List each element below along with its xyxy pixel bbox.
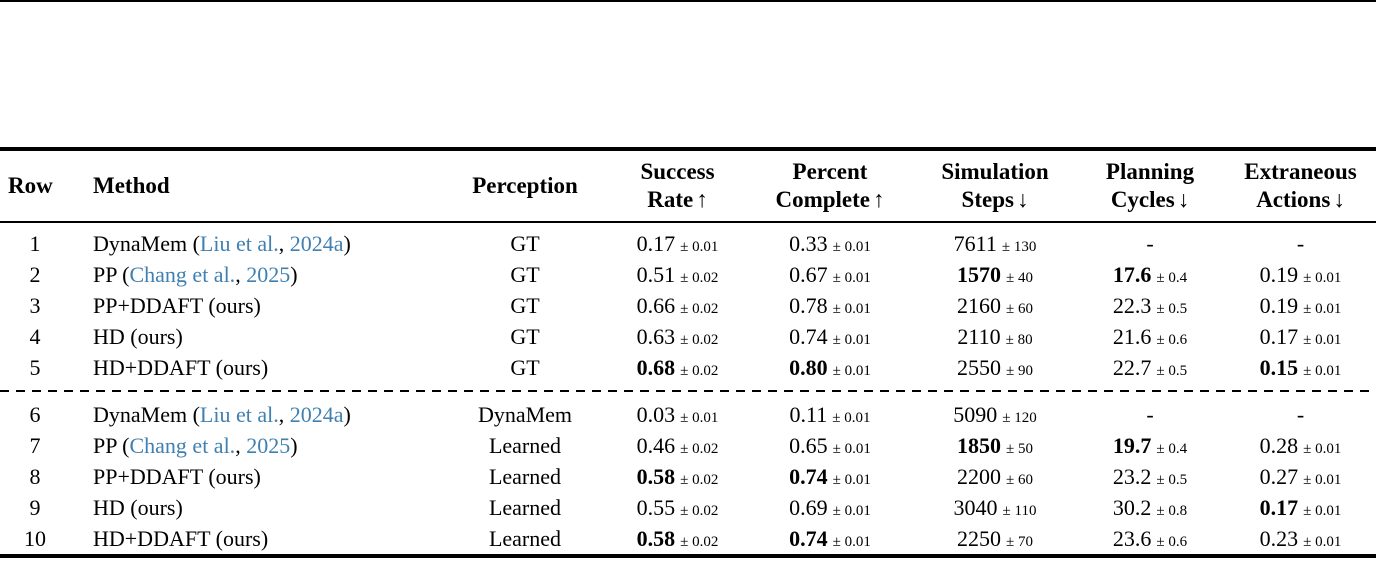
metric-uncertainty: ± 90: [1006, 362, 1033, 379]
method-text: ): [343, 401, 351, 427]
metric-uncertainty: ± 40: [1006, 269, 1033, 286]
metric-cell-percent_complete: [745, 399, 915, 430]
metric-cell-simulation_steps: [915, 321, 1075, 352]
metric-cell-extraneous_actions: [1225, 321, 1376, 352]
metric-cell-planning_cycles: [1075, 259, 1225, 290]
metric-value: 17.6: [1112, 261, 1152, 287]
metric-uncertainty: ± 0.02: [680, 471, 719, 488]
metric-cell-planning_cycles: [1075, 399, 1225, 430]
metric-cell-planning_cycles: [1075, 222, 1225, 259]
method-cell: [70, 523, 440, 556]
perception-cell: GT: [510, 354, 540, 380]
method-text: PP (: [93, 261, 130, 287]
row-number: 6: [29, 401, 41, 427]
method-cell: [70, 222, 440, 259]
metric-cell-simulation_steps: [915, 399, 1075, 430]
metric-value: 0.74: [789, 463, 828, 489]
metric-cell-planning_cycles: [1075, 290, 1225, 321]
citation-link[interactable]: 2025: [246, 261, 291, 287]
column-header-planning-cycles: [1075, 149, 1225, 222]
metric-uncertainty: ± 0.4: [1156, 269, 1188, 286]
metric-uncertainty: ± 0.01: [832, 300, 871, 317]
metric-value: 0.11: [789, 401, 828, 427]
metric-uncertainty: ± 0.4: [1156, 440, 1188, 457]
metric-uncertainty: ± 0.01: [1303, 300, 1342, 317]
metric-uncertainty: ± 0.02: [680, 269, 719, 286]
table-row: [0, 222, 1376, 259]
metric-value: 7611: [953, 230, 997, 256]
page-top-rule: [0, 0, 1376, 2]
table-row: [0, 430, 1376, 461]
header-text: Rate: [647, 187, 694, 212]
metric-value: 0.67: [789, 261, 828, 287]
metric-value: 22.3: [1112, 292, 1152, 318]
perception-cell: GT: [510, 261, 540, 287]
method-cell: [70, 321, 440, 352]
method-cell: [70, 399, 440, 430]
metric-cell-success_rate: [610, 461, 745, 492]
metric-value: -: [1146, 230, 1154, 256]
metric-cell-extraneous_actions: [1225, 461, 1376, 492]
method-text: PP+DDAFT (ours): [93, 463, 261, 489]
table-row: [0, 290, 1376, 321]
header-line: [610, 186, 745, 214]
arrow-up-icon: ↑: [873, 187, 885, 212]
metric-uncertainty: ± 0.02: [680, 300, 719, 317]
header-text: Steps: [961, 187, 1014, 212]
metric-uncertainty: ± 0.02: [680, 440, 719, 457]
metric-cell-percent_complete: [745, 321, 915, 352]
metric-uncertainty: ± 130: [1001, 238, 1037, 255]
perception-cell: DynaMem: [477, 401, 573, 427]
metric-cell-extraneous_actions: [1225, 399, 1376, 430]
metric-uncertainty: ± 60: [1006, 471, 1033, 488]
metric-cell-simulation_steps: [915, 523, 1075, 556]
metric-cell-planning_cycles: [1075, 523, 1225, 556]
metric-value: 0.51: [636, 261, 676, 287]
metric-uncertainty: ± 0.01: [832, 471, 871, 488]
method-cell: [70, 492, 440, 523]
method-text: PP+DDAFT (ours): [93, 292, 261, 318]
metric-uncertainty: ± 0.01: [832, 238, 871, 255]
metric-uncertainty: ± 0.01: [1303, 362, 1342, 379]
metric-uncertainty: ± 0.5: [1156, 300, 1188, 317]
metric-value: 0.17: [1259, 323, 1299, 349]
metric-cell-simulation_steps: [915, 430, 1075, 461]
metric-uncertainty: ± 0.01: [832, 409, 871, 426]
row-number: 10: [24, 525, 46, 551]
arrow-down-icon: ↓: [1177, 187, 1190, 212]
metric-cell-planning_cycles: [1075, 321, 1225, 352]
header-line: Success: [640, 159, 715, 185]
table-row: [0, 492, 1376, 523]
metric-uncertainty: ± 0.01: [832, 269, 871, 286]
header-text: Actions: [1256, 187, 1331, 212]
metric-value: 0.65: [789, 432, 828, 458]
method-text: ): [290, 432, 298, 458]
metric-cell-planning_cycles: [1075, 461, 1225, 492]
metric-cell-success_rate: [610, 290, 745, 321]
metric-cell-extraneous_actions: [1225, 492, 1376, 523]
citation-link[interactable]: Liu et al.: [199, 230, 279, 256]
arrow-down-icon: ↓: [1016, 187, 1029, 212]
metric-cell-percent_complete: [745, 523, 915, 556]
metric-value: 0.63: [636, 323, 676, 349]
method-text: DynaMem (: [93, 230, 200, 256]
metric-uncertainty: ± 0.6: [1156, 331, 1188, 348]
metric-uncertainty: ± 0.01: [832, 440, 871, 457]
metric-value: 0.58: [636, 525, 676, 551]
metric-value: 2550: [957, 354, 1001, 380]
perception-cell: GT: [510, 292, 540, 318]
dashed-rule: [0, 383, 1376, 399]
metric-cell-extraneous_actions: [1225, 290, 1376, 321]
metric-value: 1850: [957, 432, 1001, 458]
method-text: DynaMem (: [93, 401, 200, 427]
method-text: HD (ours): [93, 494, 183, 520]
method-text: HD+DDAFT (ours): [93, 525, 269, 551]
metric-value: 23.2: [1112, 463, 1152, 489]
metric-uncertainty: ± 0.01: [1303, 269, 1342, 286]
metric-uncertainty: ± 80: [1005, 331, 1033, 348]
metric-uncertainty: ± 70: [1006, 533, 1033, 550]
method-text: ,: [278, 401, 290, 427]
perception-cell: GT: [510, 323, 540, 349]
metric-cell-success_rate: [610, 430, 745, 461]
metric-cell-simulation_steps: [915, 461, 1075, 492]
metric-value: 5090: [953, 401, 998, 427]
perception-cell: Learned: [488, 525, 562, 551]
method-text: HD (ours): [93, 323, 183, 349]
metric-cell-simulation_steps: [915, 222, 1075, 259]
metric-cell-extraneous_actions: [1225, 430, 1376, 461]
metric-value: 0.33: [789, 230, 828, 256]
column-header-perception: Perception: [472, 173, 578, 199]
metric-value: -: [1296, 230, 1305, 256]
table-row: [0, 399, 1376, 430]
metric-cell-extraneous_actions: [1225, 259, 1376, 290]
metric-value: 0.74: [789, 525, 828, 551]
metric-value: 0.69: [789, 494, 828, 520]
metric-cell-percent_complete: [745, 222, 915, 259]
citation-link[interactable]: Chang et al.: [129, 432, 236, 458]
metric-uncertainty: ± 0.01: [832, 331, 871, 348]
metric-uncertainty: ± 0.5: [1156, 362, 1188, 379]
metric-uncertainty: ± 0.02: [680, 362, 719, 379]
metric-value: 0.58: [636, 463, 676, 489]
metric-cell-percent_complete: [745, 352, 915, 383]
metric-cell-percent_complete: [745, 492, 915, 523]
metric-uncertainty: ± 0.02: [680, 502, 719, 519]
metric-value: 1570: [957, 261, 1001, 287]
metric-value: 23.6: [1112, 525, 1152, 551]
metric-cell-planning_cycles: [1075, 352, 1225, 383]
metric-value: 30.2: [1112, 494, 1152, 520]
row-number: 1: [29, 230, 41, 256]
header-line: [1225, 186, 1376, 214]
row-number: 7: [29, 432, 41, 458]
method-cell: [70, 290, 440, 321]
column-header-success-rate: [610, 149, 745, 222]
metric-value: 0.27: [1259, 463, 1299, 489]
metric-cell-success_rate: [610, 321, 745, 352]
metric-value: 0.66: [636, 292, 676, 318]
method-text: ,: [235, 261, 247, 287]
metric-cell-percent_complete: [745, 290, 915, 321]
table-row: [0, 461, 1376, 492]
results-table: [0, 147, 1376, 558]
metric-value: 19.7: [1112, 432, 1152, 458]
metric-cell-success_rate: [610, 399, 745, 430]
metric-uncertainty: ± 0.01: [1303, 440, 1342, 457]
citation-link[interactable]: 2024a: [289, 230, 344, 256]
metric-cell-simulation_steps: [915, 290, 1075, 321]
row-number: 8: [29, 463, 41, 489]
metric-value: 0.15: [1259, 354, 1299, 380]
metric-value: -: [1296, 401, 1305, 427]
metric-value: 0.17: [1259, 494, 1299, 520]
method-cell: [70, 461, 440, 492]
metric-cell-success_rate: [610, 492, 745, 523]
metric-uncertainty: ± 0.01: [832, 502, 871, 519]
metric-uncertainty: ± 50: [1006, 440, 1033, 457]
metric-cell-simulation_steps: [915, 352, 1075, 383]
header-line: Planning: [1105, 159, 1195, 185]
metric-value: 2160: [957, 292, 1001, 318]
metric-cell-planning_cycles: [1075, 492, 1225, 523]
table-body: [0, 222, 1376, 556]
header-line: [745, 186, 915, 214]
metric-value: 0.55: [636, 494, 676, 520]
method-cell: [70, 352, 440, 383]
table-row: [0, 523, 1376, 556]
method-text: ): [290, 261, 298, 287]
column-header-method: Method: [93, 173, 170, 199]
column-header-row: Row: [8, 173, 53, 199]
metric-uncertainty: ± 120: [1002, 409, 1037, 426]
results-table-container: [0, 147, 1376, 558]
citation-link[interactable]: Chang et al.: [129, 261, 236, 287]
row-number: 9: [29, 494, 41, 520]
perception-cell: GT: [510, 230, 540, 256]
metric-uncertainty: ± 0.01: [1303, 533, 1342, 550]
row-number: 3: [29, 292, 41, 318]
metric-value: 0.19: [1259, 261, 1299, 287]
metric-cell-success_rate: [610, 222, 745, 259]
metric-value: 0.19: [1259, 292, 1299, 318]
header-text: Complete: [775, 187, 871, 212]
row-number: 2: [29, 261, 41, 287]
metric-cell-success_rate: [610, 523, 745, 556]
metric-value: 0.17: [636, 230, 676, 256]
column-header-extraneous-actions: [1225, 149, 1376, 222]
metric-cell-percent_complete: [745, 430, 915, 461]
metric-uncertainty: ± 0.01: [1303, 471, 1342, 488]
header-text: Cycles: [1110, 187, 1175, 212]
metric-cell-simulation_steps: [915, 492, 1075, 523]
metric-value: 0.78: [789, 292, 828, 318]
perception-cell: Learned: [488, 494, 562, 520]
metric-value: 3040: [953, 494, 998, 520]
metric-value: 2250: [957, 525, 1001, 551]
metric-uncertainty: ± 0.6: [1156, 533, 1188, 550]
citation-link[interactable]: 2025: [246, 432, 291, 458]
metric-cell-extraneous_actions: [1225, 352, 1376, 383]
header-line: [915, 186, 1075, 214]
table-row: [0, 259, 1376, 290]
metric-uncertainty: ± 0.01: [680, 409, 719, 426]
header-line: Simulation: [941, 159, 1049, 185]
metric-value: -: [1146, 401, 1154, 427]
method-text: ,: [278, 230, 290, 256]
column-header-percent-complete: [745, 149, 915, 222]
metric-value: 0.46: [636, 432, 676, 458]
method-cell: [70, 259, 440, 290]
metric-uncertainty: ± 0.8: [1156, 502, 1188, 519]
metric-uncertainty: ± 60: [1006, 300, 1033, 317]
table-header: [0, 149, 1376, 222]
metric-cell-planning_cycles: [1075, 430, 1225, 461]
metric-uncertainty: ± 0.01: [1303, 331, 1342, 348]
method-cell: [70, 430, 440, 461]
dashed-separator: [0, 383, 1376, 399]
metric-uncertainty: ± 0.01: [832, 533, 871, 550]
citation-link[interactable]: 2024a: [289, 401, 344, 427]
metric-value: 0.28: [1259, 432, 1299, 458]
table-row: [0, 321, 1376, 352]
header-line: Extraneous: [1244, 159, 1357, 185]
column-header-simulation-steps: [915, 149, 1075, 222]
perception-cell: Learned: [488, 432, 562, 458]
method-text: PP (: [93, 432, 130, 458]
metric-uncertainty: ± 0.01: [1303, 502, 1342, 519]
metric-value: 0.23: [1259, 525, 1299, 551]
metric-cell-percent_complete: [745, 461, 915, 492]
perception-cell: Learned: [488, 463, 562, 489]
metric-cell-percent_complete: [745, 259, 915, 290]
header-row: [0, 149, 1376, 222]
method-text: HD+DDAFT (ours): [93, 354, 269, 380]
metric-uncertainty: ± 0.02: [680, 331, 719, 348]
metric-value: 0.68: [636, 354, 676, 380]
row-number: 4: [29, 323, 41, 349]
metric-value: 22.7: [1112, 354, 1152, 380]
header-line: [1075, 186, 1225, 214]
metric-uncertainty: ± 110: [1002, 502, 1037, 519]
metric-value: 2110: [957, 323, 1001, 349]
arrow-down-icon: ↓: [1333, 187, 1345, 212]
metric-cell-extraneous_actions: [1225, 523, 1376, 556]
metric-cell-success_rate: [610, 259, 745, 290]
method-text: ): [343, 230, 351, 256]
metric-value: 21.6: [1112, 323, 1152, 349]
arrow-up-icon: ↑: [696, 187, 708, 212]
table-row: [0, 352, 1376, 383]
metric-uncertainty: ± 0.02: [680, 533, 719, 550]
metric-cell-simulation_steps: [915, 259, 1075, 290]
metric-value: 0.80: [789, 354, 828, 380]
metric-cell-extraneous_actions: [1225, 222, 1376, 259]
metric-uncertainty: ± 0.01: [680, 238, 719, 255]
metric-uncertainty: ± 0.01: [832, 362, 871, 379]
metric-value: 0.74: [789, 323, 828, 349]
method-text: ,: [235, 432, 247, 458]
metric-value: 2200: [957, 463, 1001, 489]
header-line: Percent: [792, 159, 868, 185]
metric-uncertainty: ± 0.5: [1156, 471, 1188, 488]
citation-link[interactable]: Liu et al.: [199, 401, 279, 427]
metric-value: 0.03: [636, 401, 676, 427]
metric-cell-success_rate: [610, 352, 745, 383]
row-number: 5: [29, 354, 41, 380]
